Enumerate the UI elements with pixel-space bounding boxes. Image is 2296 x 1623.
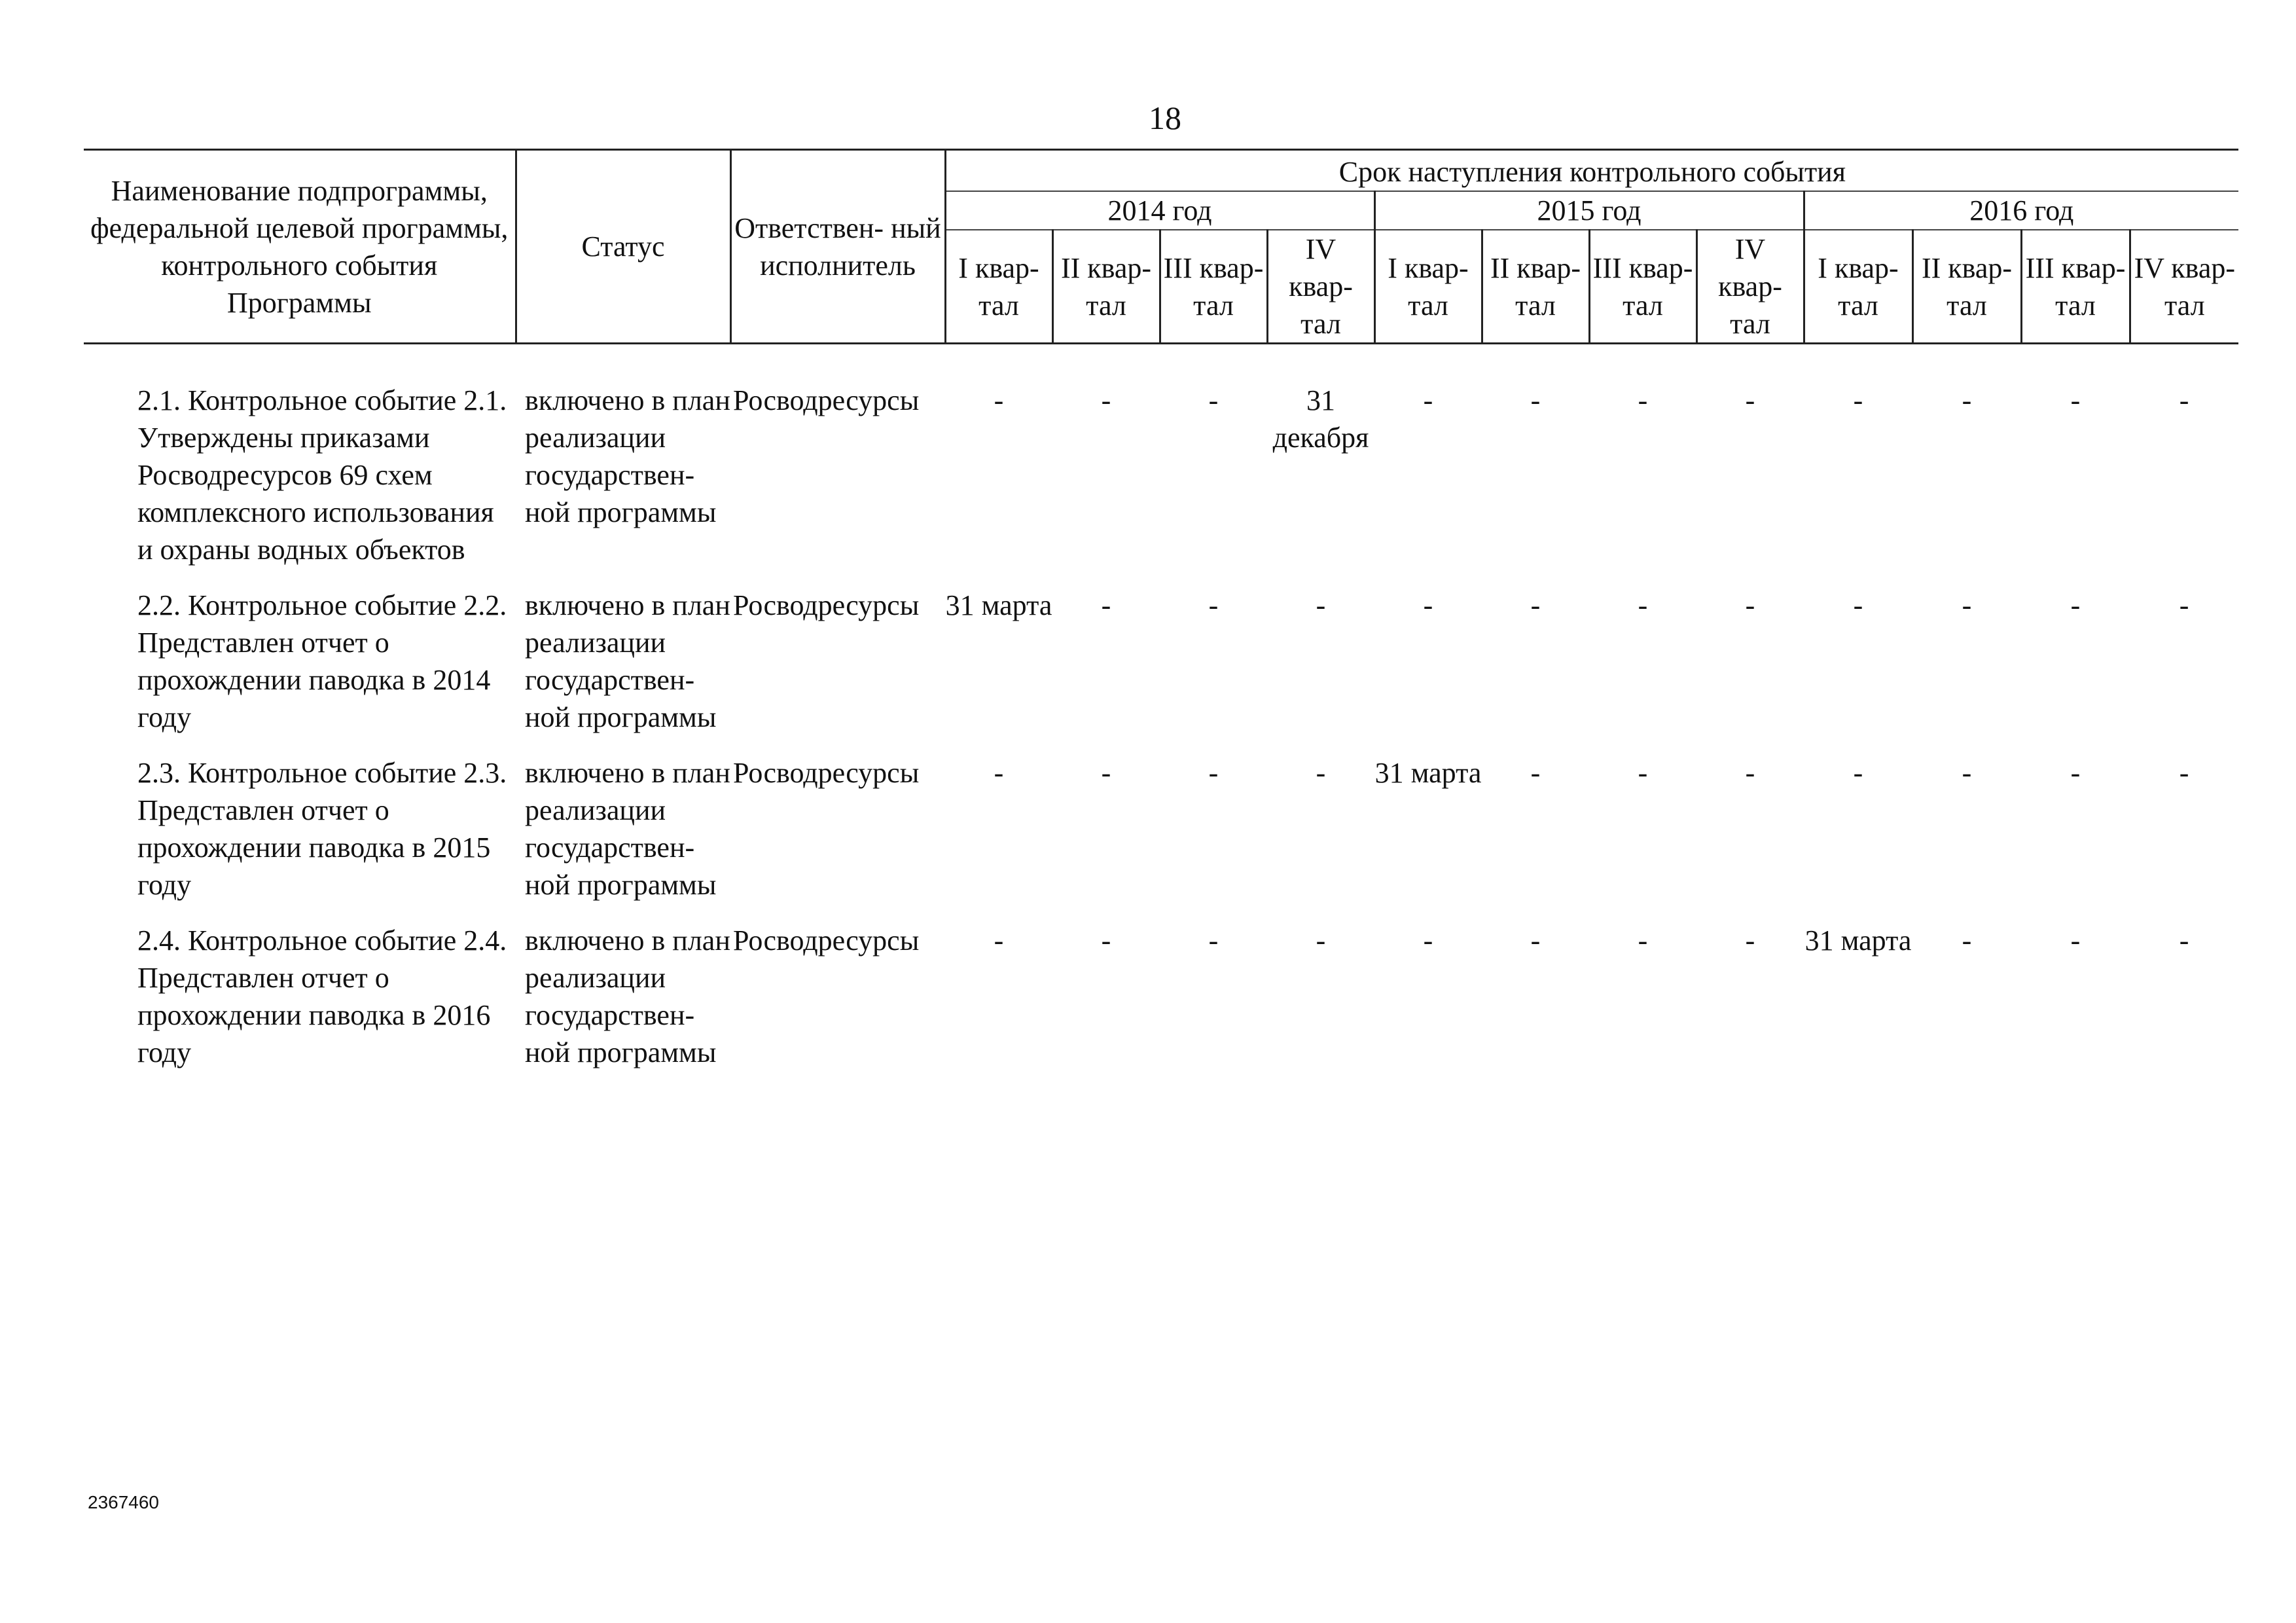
header-deadline-group: Срок наступления контрольного события bbox=[945, 150, 2238, 192]
quarter-cell: - bbox=[1962, 384, 1972, 416]
header-quarter: III квар- тал bbox=[2021, 230, 2130, 344]
quarter-cell: - bbox=[1745, 924, 1755, 957]
quarter-cell: - bbox=[1638, 924, 1648, 957]
quarter-cell: 31 марта bbox=[1804, 924, 1912, 957]
quarter-cell: - bbox=[994, 384, 1004, 416]
quarter-cell: - bbox=[994, 924, 1004, 957]
header-quarter: I квар- тал bbox=[945, 230, 1052, 344]
quarter-cell: - bbox=[1101, 924, 1111, 957]
header-quarter: II квар- тал bbox=[1912, 230, 2021, 344]
quarter-cell: - bbox=[1853, 384, 1863, 416]
table-row bbox=[84, 587, 2238, 754]
quarter-cell: - bbox=[994, 757, 1004, 789]
table-row bbox=[84, 382, 2238, 587]
header-name: Наименование подпрограммы, федеральной целевой программы, контрольного события Программы bbox=[84, 150, 516, 344]
quarter-cell: - bbox=[1316, 924, 1326, 957]
header-quarter: IV квар- тал bbox=[1267, 230, 1374, 344]
header-quarter: III квар- тал bbox=[1589, 230, 1696, 344]
quarter-cell: - bbox=[1853, 589, 1863, 621]
header-quarter: I квар- тал bbox=[1804, 230, 1912, 344]
table-row bbox=[84, 754, 2238, 922]
header-quarter: III квар- тал bbox=[1160, 230, 1267, 344]
quarter-cell: - bbox=[1962, 589, 1972, 621]
header-status: Статус bbox=[516, 150, 730, 344]
event-responsible: Росводресурсы bbox=[733, 924, 920, 957]
header-quarter: IV квар- тал bbox=[2130, 230, 2238, 344]
quarter-cell: - bbox=[2070, 924, 2081, 957]
event-name: 2.4. Контрольное событие 2.4. Представлен отчет о прохождении паводка в 2016 году bbox=[137, 924, 507, 1068]
event-status: включено в план реализации государствен- ной программы bbox=[525, 384, 730, 528]
event-name: 2.1. Контрольное событие 2.1. Утверждены приказами Росводресурсов 69 схем комплексного использования и охраны водных объектов bbox=[137, 384, 507, 566]
quarter-cell: - bbox=[1530, 924, 1541, 957]
quarter-cell: 31 марта bbox=[1374, 757, 1482, 789]
quarter-cell: - bbox=[1208, 384, 1219, 416]
header-quarter: II квар- тал bbox=[1482, 230, 1589, 344]
quarter-cell: - bbox=[1745, 589, 1755, 621]
quarter-cell: - bbox=[1101, 384, 1111, 416]
header-quarter: II квар- тал bbox=[1052, 230, 1160, 344]
quarter-cell: - bbox=[1101, 757, 1111, 789]
event-responsible: Росводресурсы bbox=[733, 757, 920, 789]
document-code: 2367460 bbox=[88, 1492, 160, 1512]
header-quarter: I квар- тал bbox=[1374, 230, 1482, 344]
quarter-cell: 31 декабря bbox=[1272, 384, 1369, 454]
quarter-cell: - bbox=[1101, 589, 1111, 621]
quarter-cell: - bbox=[1962, 924, 1972, 957]
event-status: включено в план реализации государствен- ной программы bbox=[525, 757, 730, 901]
quarter-cell: - bbox=[1638, 384, 1648, 416]
quarter-cell: - bbox=[2179, 924, 2189, 957]
control-events-table bbox=[84, 149, 2238, 1089]
table-row bbox=[84, 922, 2238, 1089]
quarter-cell: - bbox=[1316, 757, 1326, 789]
quarter-cell: - bbox=[1208, 757, 1219, 789]
quarter-cell: 31 марта bbox=[945, 589, 1052, 621]
quarter-cell: - bbox=[1638, 757, 1648, 789]
quarter-cell: - bbox=[1745, 384, 1755, 416]
quarter-cell: - bbox=[1530, 384, 1541, 416]
header-year-2014: 2014 год bbox=[945, 191, 1374, 230]
quarter-cell: - bbox=[2070, 589, 2081, 621]
header-quarter: IV квар- тал bbox=[1696, 230, 1804, 344]
quarter-cell: - bbox=[1208, 589, 1219, 621]
quarter-cell: - bbox=[1530, 757, 1541, 789]
event-status: включено в план реализации государствен- ной программы bbox=[525, 589, 730, 733]
quarter-cell: - bbox=[1423, 924, 1433, 957]
quarter-cell: - bbox=[1208, 924, 1219, 957]
quarter-cell: - bbox=[1962, 757, 1972, 789]
header-responsible: Ответствен- ный исполнитель bbox=[730, 150, 945, 344]
page-number: 18 bbox=[1149, 100, 1181, 136]
quarter-cell: - bbox=[2179, 384, 2189, 416]
quarter-cell: - bbox=[2070, 384, 2081, 416]
event-name: 2.3. Контрольное событие 2.3. Представлен отчет о прохождении паводка в 2015 году bbox=[137, 757, 507, 901]
quarter-cell: - bbox=[1638, 589, 1648, 621]
quarter-cell: - bbox=[1745, 757, 1755, 789]
quarter-cell: - bbox=[1316, 589, 1326, 621]
quarter-cell: - bbox=[1530, 589, 1541, 621]
quarter-cell: - bbox=[2179, 757, 2189, 789]
header-year-2016: 2016 год bbox=[1804, 191, 2238, 230]
event-responsible: Росводресурсы bbox=[733, 589, 920, 621]
quarter-cell: - bbox=[1853, 757, 1863, 789]
quarter-cell: - bbox=[1423, 384, 1433, 416]
quarter-cell: - bbox=[2070, 757, 2081, 789]
event-responsible: Росводресурсы bbox=[733, 384, 920, 416]
header-year-2015: 2015 год bbox=[1374, 191, 1804, 230]
event-name: 2.2. Контрольное событие 2.2. Представлен отчет о прохождении паводка в 2014 году bbox=[137, 589, 507, 733]
quarter-cell: - bbox=[1423, 589, 1433, 621]
event-status: включено в план реализации государствен- ной программы bbox=[525, 924, 730, 1068]
quarter-cell: - bbox=[2179, 589, 2189, 621]
